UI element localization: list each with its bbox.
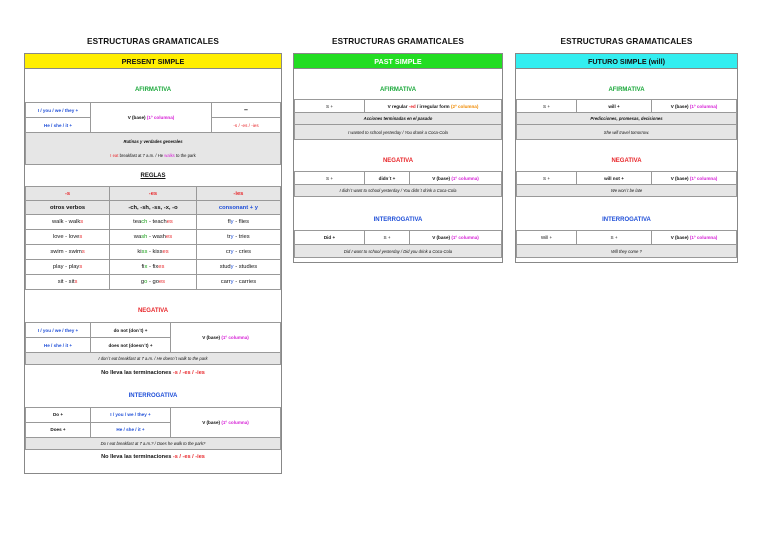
future-int-vbase: V (base) (1º columna) [652, 231, 737, 245]
do-not-cell: do not (don´t) + [91, 323, 171, 338]
present-negativa: NEGATIVA [137, 308, 169, 314]
future-title: FUTURO SIMPLE (will) [516, 54, 737, 69]
future-neg-s: S + [517, 172, 577, 185]
subject-i-you: I / you / we / they + [26, 103, 91, 118]
rules-row [26, 215, 281, 230]
rule-example-s: play - plays [26, 260, 110, 275]
rule-example-s: swim - swims [26, 245, 110, 260]
heading-present: ESTRUCTURAS GRAMATICALES [87, 37, 219, 46]
past-int-vbase: V (base) (1º columna) [410, 231, 502, 245]
rule-example-es: fix - fixes [110, 260, 197, 275]
do-cell: Do + [26, 407, 91, 422]
past-int-s: S + [365, 231, 410, 245]
int-no-term: No lleva las terminaciones -s / -es / -ies [101, 453, 205, 460]
dash-cell: – [212, 103, 281, 118]
rules-row [26, 260, 281, 275]
past-afirmativa: AFIRMATIVA [379, 87, 417, 93]
neg-subject-he: He / she / it + [26, 338, 91, 353]
future-neg-example: We won´t be late [517, 185, 737, 197]
past-simple-panel [293, 53, 503, 263]
will-not-cell: will not + [577, 172, 652, 185]
past-negativa-table [294, 171, 502, 197]
rule-example-s: sit - sits [26, 275, 110, 290]
future-interrogativa-table [516, 230, 737, 258]
neg-subject-i: I / you / we / they + [26, 323, 91, 338]
past-uses: Acciones terminadas en el pasado [295, 113, 502, 125]
present-simple-panel [24, 53, 282, 474]
present-afirmativa-table [25, 102, 281, 165]
future-afirmativa-table [516, 99, 737, 140]
rule-ies: -ies [196, 187, 280, 201]
present-interrogativa: INTERROGATIVA [128, 392, 178, 399]
future-neg-vbase: V (base) (1º columna) [652, 172, 737, 185]
rule-sub-ch: -ch, -sh, -ss, -x, -o [110, 201, 197, 215]
past-int-example: Did I want to school yesterday / Did you drink a Coca-Cola [295, 245, 502, 258]
future-s-cell: S + [517, 100, 577, 113]
rule-example-es: teach - teaches [110, 215, 197, 230]
future-int-s: S + [577, 231, 652, 245]
rule-example-es: kiss - kisses [110, 245, 197, 260]
present-title: PRESENT SIMPLE [25, 54, 281, 69]
past-vreg-cell: V regular -ed / irregular form (2º columna) [365, 100, 502, 113]
future-interrogativa: INTERROGATIVA [602, 217, 651, 223]
rule-es: -es [110, 187, 197, 201]
future-afirmativa: AFIRMATIVA [608, 87, 645, 93]
vbase-cell: V (base) (1º columna) [91, 103, 212, 133]
rule-example-ies: fly - flies [196, 215, 280, 230]
past-neg-vbase: V (base) (1º columna) [410, 172, 502, 185]
future-example: She will travel tomorrow. [517, 125, 737, 140]
past-interrogativa-table [294, 230, 502, 258]
rule-s: -s [26, 187, 110, 201]
rule-example-s: walk - walks [26, 215, 110, 230]
did-cell: Did + [295, 231, 365, 245]
past-neg-s: S + [295, 172, 365, 185]
past-example: I wanted to school yesterday / You drank a Coca-Cola [295, 125, 502, 140]
future-int-example: Will they come ? [517, 245, 737, 258]
rule-example-ies: study - studies [196, 260, 280, 275]
future-simple-panel [515, 53, 738, 263]
int-example: Do I eat breakfast at 7 a.m.? / Does he walk to the park? [26, 437, 281, 449]
int-vbase-cell: V (base) (1º columna) [171, 407, 281, 437]
neg-example: I don´t eat breakfast at 7 a.m. / He doesn´t walk to the park [26, 353, 281, 365]
rules-row [26, 230, 281, 245]
does-not-cell: does not (doesn´t) + [91, 338, 171, 353]
rule-example-es: wash - washes [110, 230, 197, 245]
neg-vbase-cell: V (base) (1º columna) [171, 323, 281, 353]
present-negativa-table [25, 322, 281, 382]
rules-row [26, 275, 281, 290]
heading-future: ESTRUCTURAS GRAMATICALES [560, 37, 693, 46]
rules-table [25, 186, 281, 290]
past-interrogativa: INTERROGATIVA [373, 217, 423, 223]
rule-example-s: love - loves [26, 230, 110, 245]
reglas-heading: REGLAS [140, 173, 166, 179]
past-negativa: NEGATIVA [382, 158, 414, 164]
int-subject-i: I / you / we / they + [91, 407, 171, 422]
rule-sub-consonant: consonant + y [196, 201, 280, 215]
int-subject-he: He / she / it + [91, 422, 171, 437]
past-afirmativa-table [294, 99, 502, 140]
rule-example-ies: try - tries [196, 230, 280, 245]
will-cell: will + [577, 100, 652, 113]
future-negativa-table [516, 171, 737, 197]
present-interrogativa-table [25, 407, 281, 465]
rule-example-es: go - goes [110, 275, 197, 290]
will-q-cell: Will + [517, 231, 577, 245]
rules-row [26, 245, 281, 260]
present-uses: Rutinas y verdades generales I eat breakfast at 7 a.m. / He walks to the park [26, 133, 281, 165]
rule-example-ies: cry - cries [196, 245, 280, 260]
future-uses: Predicciones, promesas, decisiones [517, 113, 737, 125]
past-neg-example: I didn´t want to school yesterday / You didn´t drink a Coca-Cola [295, 185, 502, 197]
does-cell: Does + [26, 422, 91, 437]
past-title: PAST SIMPLE [294, 54, 502, 69]
neg-no-term: No lleva las terminaciones -s / -es / -ies [101, 370, 205, 377]
heading-past: ESTRUCTURAS GRAMATICALES [332, 37, 464, 46]
past-s-cell: S + [295, 100, 365, 113]
future-vbase: V (base) (1º columna) [652, 100, 737, 113]
subject-he-she: He / she / it + [26, 118, 91, 133]
endings-cell: -s / -es / -ies [212, 118, 281, 133]
present-afirmativa: AFIRMATIVA [134, 87, 172, 93]
didnt-cell: didn´t + [365, 172, 410, 185]
rule-sub-other: otros verbos [26, 201, 110, 215]
rule-example-ies: carry - carries [196, 275, 280, 290]
future-negativa: NEGATIVA [611, 158, 642, 164]
